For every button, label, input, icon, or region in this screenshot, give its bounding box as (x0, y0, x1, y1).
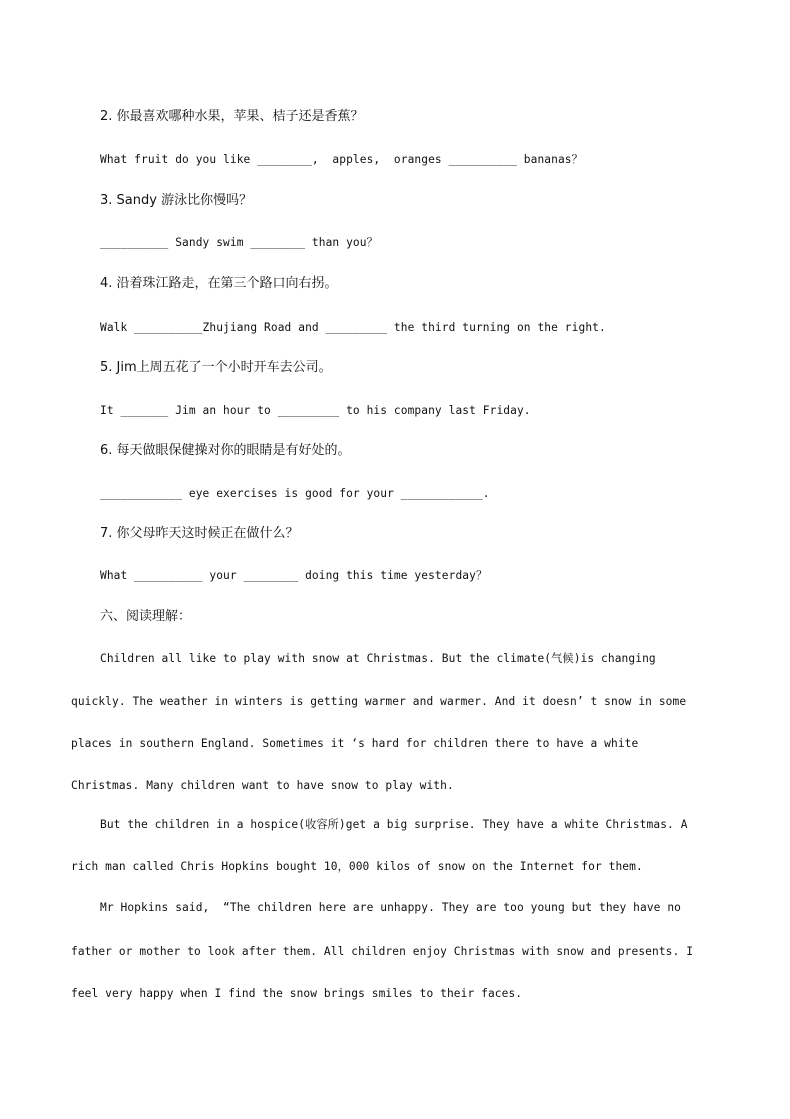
passage-line: rich man called Chris Hopkins bought 10，000 kilos of snow on the Internet for them. (71, 860, 643, 873)
question-2-answer: What fruit do you like ________, apples, oranges __________ bananas？ (100, 153, 583, 166)
passage-line: Christmas. Many children want to have snow to play with. (71, 779, 454, 792)
question-4-prompt: 4. 沿着珠江路走，在第三个路口向右拐。 (100, 276, 338, 291)
question-7-prompt: 7. 你父母昨天这时候正在做什么？ (100, 526, 299, 541)
passage-line: places in southern England. Sometimes it ‘s hard for children there to have a white (71, 737, 639, 750)
question-2-prompt: 2. 你最喜欢哪种水果，苹果、桔子还是香蕉？ (100, 109, 364, 124)
question-7-answer: What __________ your ________ doing this time yesterday？ (100, 569, 488, 582)
question-6-prompt: 6. 每天做眼保健操对你的眼睛是有好处的。 (100, 443, 351, 458)
question-3-prompt: 3. Sandy 游泳比你慢吗？ (100, 193, 253, 208)
section-title: 六、阅读理解： (100, 609, 192, 624)
passage-line: But the children in a hospice(收容所)get a big surprise. They have a white Christmas. A (100, 818, 688, 831)
passage-line: quickly. The weather in winters is getting warmer and warmer. And it doesn’ t snow in some (71, 695, 687, 708)
passage-line: father or mother to look after them. All children enjoy Christmas with snow and presents. I (71, 945, 694, 958)
question-3-answer: __________ Sandy swim ________ than you？ (100, 236, 378, 249)
passage-line: Mr Hopkins said, “The children here are unhappy. They are too young but they have no (100, 901, 682, 914)
passage-line: Children all like to play with snow at Christmas. But the climate(气候)is changing (100, 652, 656, 665)
passage-line: feel very happy when I find the snow brings smiles to their faces. (71, 987, 523, 1000)
question-5-answer: It _______ Jim an hour to _________ to his company last Friday. (100, 404, 531, 417)
question-6-answer: ____________ eye exercises is good for your ____________. (100, 487, 490, 500)
question-4-answer: Walk __________Zhujiang Road and _________ the third turning on the right. (100, 321, 606, 334)
question-5-prompt: 5. Jim上周五花了一个小时开车去公司。 (100, 360, 332, 375)
